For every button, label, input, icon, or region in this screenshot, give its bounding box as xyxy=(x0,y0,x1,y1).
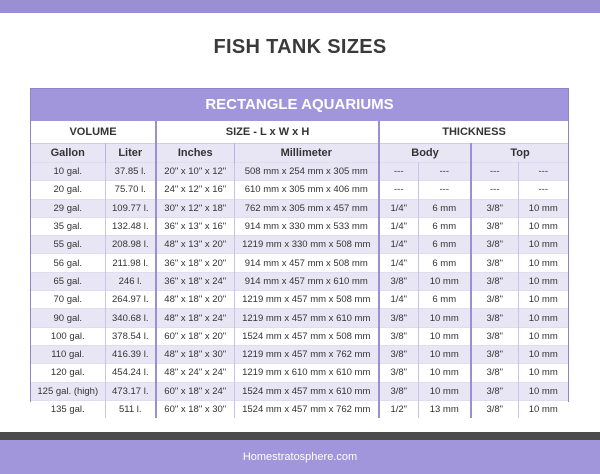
cell-liter: 37.85 l. xyxy=(105,163,156,181)
cell-top-in: 3/8" xyxy=(471,254,518,272)
cell-millimeter: 1219 mm x 610 mm x 610 mm xyxy=(234,364,379,382)
cell-body-in: 3/8" xyxy=(379,309,418,327)
cell-body-mm: 10 mm xyxy=(418,327,471,345)
cell-millimeter: 1524 mm x 457 mm x 762 mm xyxy=(234,400,379,418)
cell-millimeter: 914 mm x 457 mm x 508 mm xyxy=(234,254,379,272)
cell-top-mm: 10 mm xyxy=(518,217,568,235)
cell-top-mm: 10 mm xyxy=(518,364,568,382)
aquarium-size-table xyxy=(31,121,568,418)
cell-liter: 132.48 l. xyxy=(105,217,156,235)
cell-millimeter: 1524 mm x 457 mm x 508 mm xyxy=(234,327,379,345)
col-header-gallon: Gallon xyxy=(31,144,105,163)
col-header-top: Top xyxy=(471,144,568,163)
cell-liter: 454.24 l. xyxy=(105,364,156,382)
table-row xyxy=(31,400,568,418)
table-row xyxy=(31,345,568,363)
cell-top-mm: 10 mm xyxy=(518,345,568,363)
cell-gallon: 100 gal. xyxy=(31,327,105,345)
cell-top-mm: 10 mm xyxy=(518,199,568,217)
page-title: FISH TANK SIZES xyxy=(213,36,387,58)
cell-body-mm: 6 mm xyxy=(418,217,471,235)
cell-body-in: 3/8" xyxy=(379,364,418,382)
cell-millimeter: 1219 mm x 330 mm x 508 mm xyxy=(234,236,379,254)
cell-body-mm: 10 mm xyxy=(418,382,471,400)
table-row xyxy=(31,291,568,309)
cell-body-mm: 10 mm xyxy=(418,272,471,290)
cell-body-in: 3/8" xyxy=(379,345,418,363)
table-row xyxy=(31,327,568,345)
cell-gallon: 110 gal. xyxy=(31,345,105,363)
table-row xyxy=(31,181,568,199)
cell-top-mm: --- xyxy=(518,181,568,199)
table-row xyxy=(31,382,568,400)
table-row xyxy=(31,199,568,217)
cell-body-mm: 10 mm xyxy=(418,345,471,363)
cell-inches: 60" x 18" x 20" xyxy=(156,327,234,345)
cell-body-in: 3/8" xyxy=(379,327,418,345)
cell-top-in: 3/8" xyxy=(471,364,518,382)
footer-divider-bar xyxy=(0,432,600,440)
cell-body-in: 1/4" xyxy=(379,217,418,235)
cell-top-mm: 10 mm xyxy=(518,400,568,418)
cell-body-in: 1/4" xyxy=(379,236,418,254)
aquarium-table-card xyxy=(30,88,569,415)
table-body xyxy=(31,163,568,419)
cell-liter: 378.54 l. xyxy=(105,327,156,345)
top-accent-band xyxy=(0,0,600,13)
cell-inches: 48" x 24" x 24" xyxy=(156,364,234,382)
cell-millimeter: 1219 mm x 457 mm x 508 mm xyxy=(234,291,379,309)
cell-millimeter: 508 mm x 254 mm x 305 mm xyxy=(234,163,379,181)
cell-body-mm: 6 mm xyxy=(418,236,471,254)
cell-liter: 416.39 l. xyxy=(105,345,156,363)
cell-top-in: 3/8" xyxy=(471,382,518,400)
cell-liter: 340.68 l. xyxy=(105,309,156,327)
cell-gallon: 10 gal. xyxy=(31,163,105,181)
cell-gallon: 125 gal. (high) xyxy=(31,382,105,400)
cell-gallon: 120 gal. xyxy=(31,364,105,382)
col-header-body: Body xyxy=(379,144,471,163)
cell-body-mm: --- xyxy=(418,163,471,181)
table-row xyxy=(31,309,568,327)
cell-body-mm: 6 mm xyxy=(418,199,471,217)
cell-body-in: 1/4" xyxy=(379,254,418,272)
cell-top-mm: 10 mm xyxy=(518,254,568,272)
cell-top-in: 3/8" xyxy=(471,199,518,217)
col-header-inches: Inches xyxy=(156,144,234,163)
cell-gallon: 29 gal. xyxy=(31,199,105,217)
cell-inches: 48" x 18" x 24" xyxy=(156,309,234,327)
table-row xyxy=(31,236,568,254)
sub-header-row xyxy=(31,144,568,163)
cell-liter: 264.97 l. xyxy=(105,291,156,309)
cell-body-in: 1/4" xyxy=(379,199,418,217)
cell-millimeter: 1219 mm x 457 mm x 762 mm xyxy=(234,345,379,363)
cell-millimeter: 914 mm x 457 mm x 610 mm xyxy=(234,272,379,290)
col-header-millimeter: Millimeter xyxy=(234,144,379,163)
cell-inches: 48" x 13" x 20" xyxy=(156,236,234,254)
group-header-size: SIZE - L x W x H xyxy=(156,121,379,144)
cell-body-mm: 10 mm xyxy=(418,309,471,327)
cell-top-in: 3/8" xyxy=(471,291,518,309)
group-header-row xyxy=(31,121,568,144)
cell-body-mm: --- xyxy=(418,181,471,199)
cell-liter: 211.98 l. xyxy=(105,254,156,272)
cell-gallon: 90 gal. xyxy=(31,309,105,327)
cell-top-in: 3/8" xyxy=(471,345,518,363)
cell-body-in: 3/8" xyxy=(379,272,418,290)
cell-body-mm: 6 mm xyxy=(418,291,471,309)
cell-inches: 36" x 13" x 16" xyxy=(156,217,234,235)
cell-top-mm: 10 mm xyxy=(518,291,568,309)
table-row xyxy=(31,254,568,272)
cell-top-in: --- xyxy=(471,163,518,181)
cell-millimeter: 610 mm x 305 mm x 406 mm xyxy=(234,181,379,199)
cell-liter: 511 l. xyxy=(105,400,156,418)
cell-top-mm: 10 mm xyxy=(518,236,568,254)
table-title: RECTANGLE AQUARIUMS xyxy=(31,89,568,121)
cell-body-in: 1/2" xyxy=(379,400,418,418)
cell-gallon: 20 gal. xyxy=(31,181,105,199)
cell-body-mm: 10 mm xyxy=(418,364,471,382)
cell-top-mm: 10 mm xyxy=(518,382,568,400)
cell-gallon: 35 gal. xyxy=(31,217,105,235)
cell-top-in: 3/8" xyxy=(471,327,518,345)
cell-gallon: 70 gal. xyxy=(31,291,105,309)
cell-body-mm: 6 mm xyxy=(418,254,471,272)
cell-millimeter: 1524 mm x 457 mm x 610 mm xyxy=(234,382,379,400)
cell-top-mm: 10 mm xyxy=(518,272,568,290)
cell-top-in: 3/8" xyxy=(471,272,518,290)
cell-liter: 208.98 l. xyxy=(105,236,156,254)
cell-liter: 75.70 l. xyxy=(105,181,156,199)
cell-inches: 30" x 12" x 18" xyxy=(156,199,234,217)
cell-top-mm: --- xyxy=(518,163,568,181)
cell-body-mm: 13 mm xyxy=(418,400,471,418)
cell-top-in: 3/8" xyxy=(471,309,518,327)
cell-body-in: --- xyxy=(379,181,418,199)
cell-top-in: 3/8" xyxy=(471,236,518,254)
footer-site-name: Homestratosphere.com xyxy=(242,451,358,463)
cell-top-in: 3/8" xyxy=(471,217,518,235)
table-row xyxy=(31,272,568,290)
cell-inches: 20" x 10" x 12" xyxy=(156,163,234,181)
cell-top-mm: 10 mm xyxy=(518,327,568,345)
footer-bar xyxy=(0,440,600,474)
cell-body-in: 3/8" xyxy=(379,382,418,400)
table-row xyxy=(31,163,568,181)
cell-inches: 36" x 18" x 20" xyxy=(156,254,234,272)
cell-inches: 36" x 18" x 24" xyxy=(156,272,234,290)
cell-inches: 48" x 18" x 30" xyxy=(156,345,234,363)
cell-gallon: 55 gal. xyxy=(31,236,105,254)
cell-inches: 60" x 18" x 24" xyxy=(156,382,234,400)
cell-liter: 246 l. xyxy=(105,272,156,290)
cell-body-in: --- xyxy=(379,163,418,181)
cell-liter: 473.17 l. xyxy=(105,382,156,400)
col-header-liter: Liter xyxy=(105,144,156,163)
cell-gallon: 65 gal. xyxy=(31,272,105,290)
cell-top-mm: 10 mm xyxy=(518,309,568,327)
cell-millimeter: 1219 mm x 457 mm x 610 mm xyxy=(234,309,379,327)
cell-millimeter: 914 mm x 330 mm x 533 mm xyxy=(234,217,379,235)
cell-inches: 24" x 12" x 16" xyxy=(156,181,234,199)
cell-inches: 48" x 18" x 20" xyxy=(156,291,234,309)
cell-body-in: 1/4" xyxy=(379,291,418,309)
table-row xyxy=(31,217,568,235)
cell-top-in: 3/8" xyxy=(471,400,518,418)
cell-gallon: 56 gal. xyxy=(31,254,105,272)
cell-top-in: --- xyxy=(471,181,518,199)
group-header-thickness: THICKNESS xyxy=(379,121,568,144)
cell-inches: 60" x 18" x 30" xyxy=(156,400,234,418)
cell-liter: 109.77 l. xyxy=(105,199,156,217)
cell-gallon: 135 gal. xyxy=(31,400,105,418)
group-header-volume: VOLUME xyxy=(31,121,156,144)
table-row xyxy=(31,364,568,382)
cell-millimeter: 762 mm x 305 mm x 457 mm xyxy=(234,199,379,217)
